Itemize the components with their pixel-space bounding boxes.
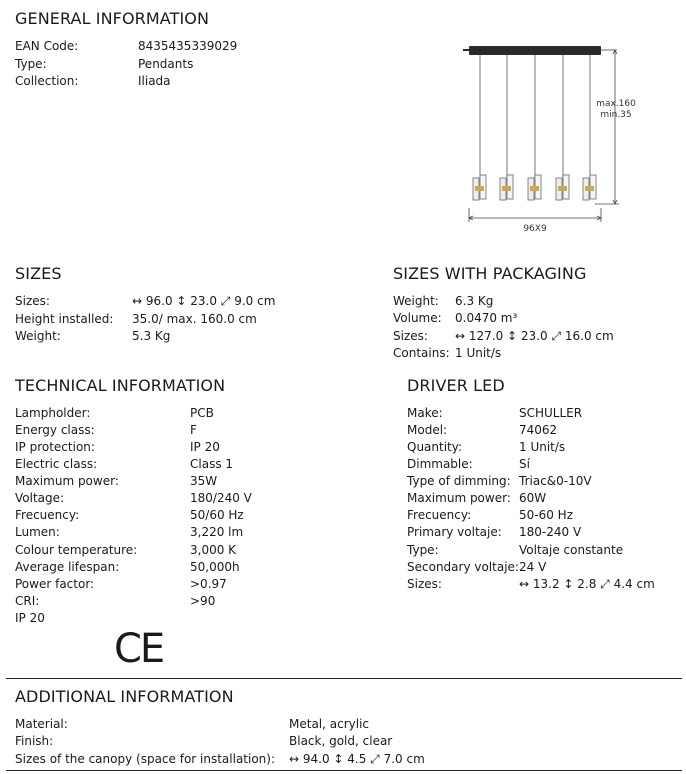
row-value: ↔ 13.2 ↕ 2.8 ⤢ 4.4 cm [519, 576, 655, 591]
row-label: Sizes: [393, 328, 428, 343]
row-value: 180/240 V [190, 491, 252, 506]
row-label: Make: [407, 406, 443, 420]
general-info-title: GENERAL INFORMATION [15, 9, 210, 28]
row-label: Contains: [393, 345, 450, 360]
row-value: 0.0470 m³ [455, 311, 518, 326]
row-label: Height installed: [15, 311, 114, 326]
row-value: Iliada [138, 74, 171, 88]
row-value: 24 V [519, 559, 547, 574]
section-divider-top [6, 678, 682, 679]
row-value: SCHULLER [519, 406, 583, 420]
row-label: EAN Code: [15, 39, 79, 53]
row-label: Weight: [15, 329, 61, 343]
row-label: Sizes: [15, 294, 50, 308]
row-label: Primary voltaje: [407, 525, 502, 540]
row-label: IP 20 [15, 610, 45, 625]
row-value: 50-60 Hz [519, 508, 574, 523]
pendant-cables [480, 55, 590, 178]
row-value: Triac&0-10V [519, 474, 592, 489]
height-dimension-line [595, 50, 619, 204]
row-value: F [190, 423, 197, 438]
row-value: Pendants [138, 56, 194, 71]
row-value: 74062 [519, 423, 558, 438]
row-label: Volume: [393, 311, 442, 326]
row-label: Collection: [15, 74, 79, 88]
row-label: CRI: [15, 593, 40, 608]
row-label: Frecuency: [407, 508, 472, 523]
row-value: 1 Unit/s [519, 440, 566, 455]
row-label: Power factor: [15, 576, 95, 591]
additional-info-title: ADDITIONAL INFORMATION [15, 687, 234, 706]
row-label: Average lifespan: [15, 559, 120, 574]
row-label: IP protection: [15, 440, 95, 455]
row-value: Black, gold, clear [289, 734, 393, 749]
height-min-label: min.35 [600, 110, 632, 120]
row-label: Energy class: [15, 423, 95, 438]
row-value: 8435435339029 [138, 39, 238, 53]
row-value: 35.0/ max. 160.0 cm [132, 311, 257, 326]
row-label: Lampholder: [15, 406, 91, 420]
row-value: 3,000 K [190, 542, 237, 557]
section-divider-bottom [6, 770, 682, 771]
row-value: 5.3 Kg [132, 329, 171, 343]
canopy-bar [469, 46, 601, 55]
row-label: Frecuency: [15, 508, 80, 523]
sizes-title: SIZES [15, 264, 62, 283]
row-value: 35W [190, 474, 218, 489]
row-value: 1 Unit/s [455, 345, 502, 360]
row-label: Quantity: [407, 440, 463, 455]
row-value: 50/60 Hz [190, 508, 244, 523]
row-value: 180-240 V [519, 525, 582, 540]
row-label: Voltage: [15, 491, 65, 506]
row-value: 60W [519, 491, 547, 506]
row-value: >90 [190, 593, 216, 608]
row-value: Metal, acrylic [289, 717, 370, 731]
row-value: ↔ 127.0 ↕ 23.0 ⤢ 16.0 cm [455, 328, 614, 343]
row-label: Dimmable: [407, 457, 473, 472]
row-label: Weight: [393, 294, 439, 308]
row-label: Maximum power: [407, 491, 511, 506]
driver-led-title: DRIVER LED [407, 376, 505, 395]
row-value: ↔ 96.0 ↕ 23.0 ⤢ 9.0 cm [132, 294, 276, 308]
row-label: Type: [407, 542, 439, 557]
pendant-lamps [473, 175, 596, 200]
row-label: Secondary voltaje: [407, 559, 519, 574]
row-value: Sí [519, 457, 530, 472]
row-label: Lumen: [15, 525, 60, 540]
row-value: ↔ 94.0 ↕ 4.5 ⤢ 7.0 cm [289, 751, 425, 766]
technical-info-title: TECHNICAL INFORMATION [15, 376, 226, 395]
row-label: Maximum power: [15, 474, 119, 489]
row-value: 50,000h [190, 559, 240, 574]
row-value: 6.3 Kg [455, 294, 494, 308]
row-value: Class 1 [190, 457, 234, 472]
row-label: Finish: [15, 734, 54, 749]
row-value: Voltaje constante [519, 542, 624, 557]
row-label: Model: [407, 423, 448, 438]
row-label: Type of dimming: [407, 474, 511, 489]
product-dimension-diagram [455, 38, 645, 238]
width-label: 96X9 [523, 224, 547, 234]
row-label: Electric class: [15, 457, 98, 472]
row-value: IP 20 [190, 440, 220, 455]
row-label: Colour temperature: [15, 542, 138, 557]
row-label: Type: [15, 56, 47, 71]
row-value: >0.97 [190, 576, 227, 591]
row-value: PCB [190, 406, 214, 420]
row-label: Material: [15, 717, 68, 731]
row-value: 3,220 lm [190, 525, 244, 540]
width-dimension-line [469, 208, 601, 222]
row-label: Sizes: [407, 576, 442, 591]
packaging-title: SIZES WITH PACKAGING [393, 264, 587, 283]
height-max-label: max.160 [596, 99, 636, 109]
row-label: Sizes of the canopy (space for installation): [15, 751, 276, 766]
ce-mark: CE [114, 626, 164, 672]
